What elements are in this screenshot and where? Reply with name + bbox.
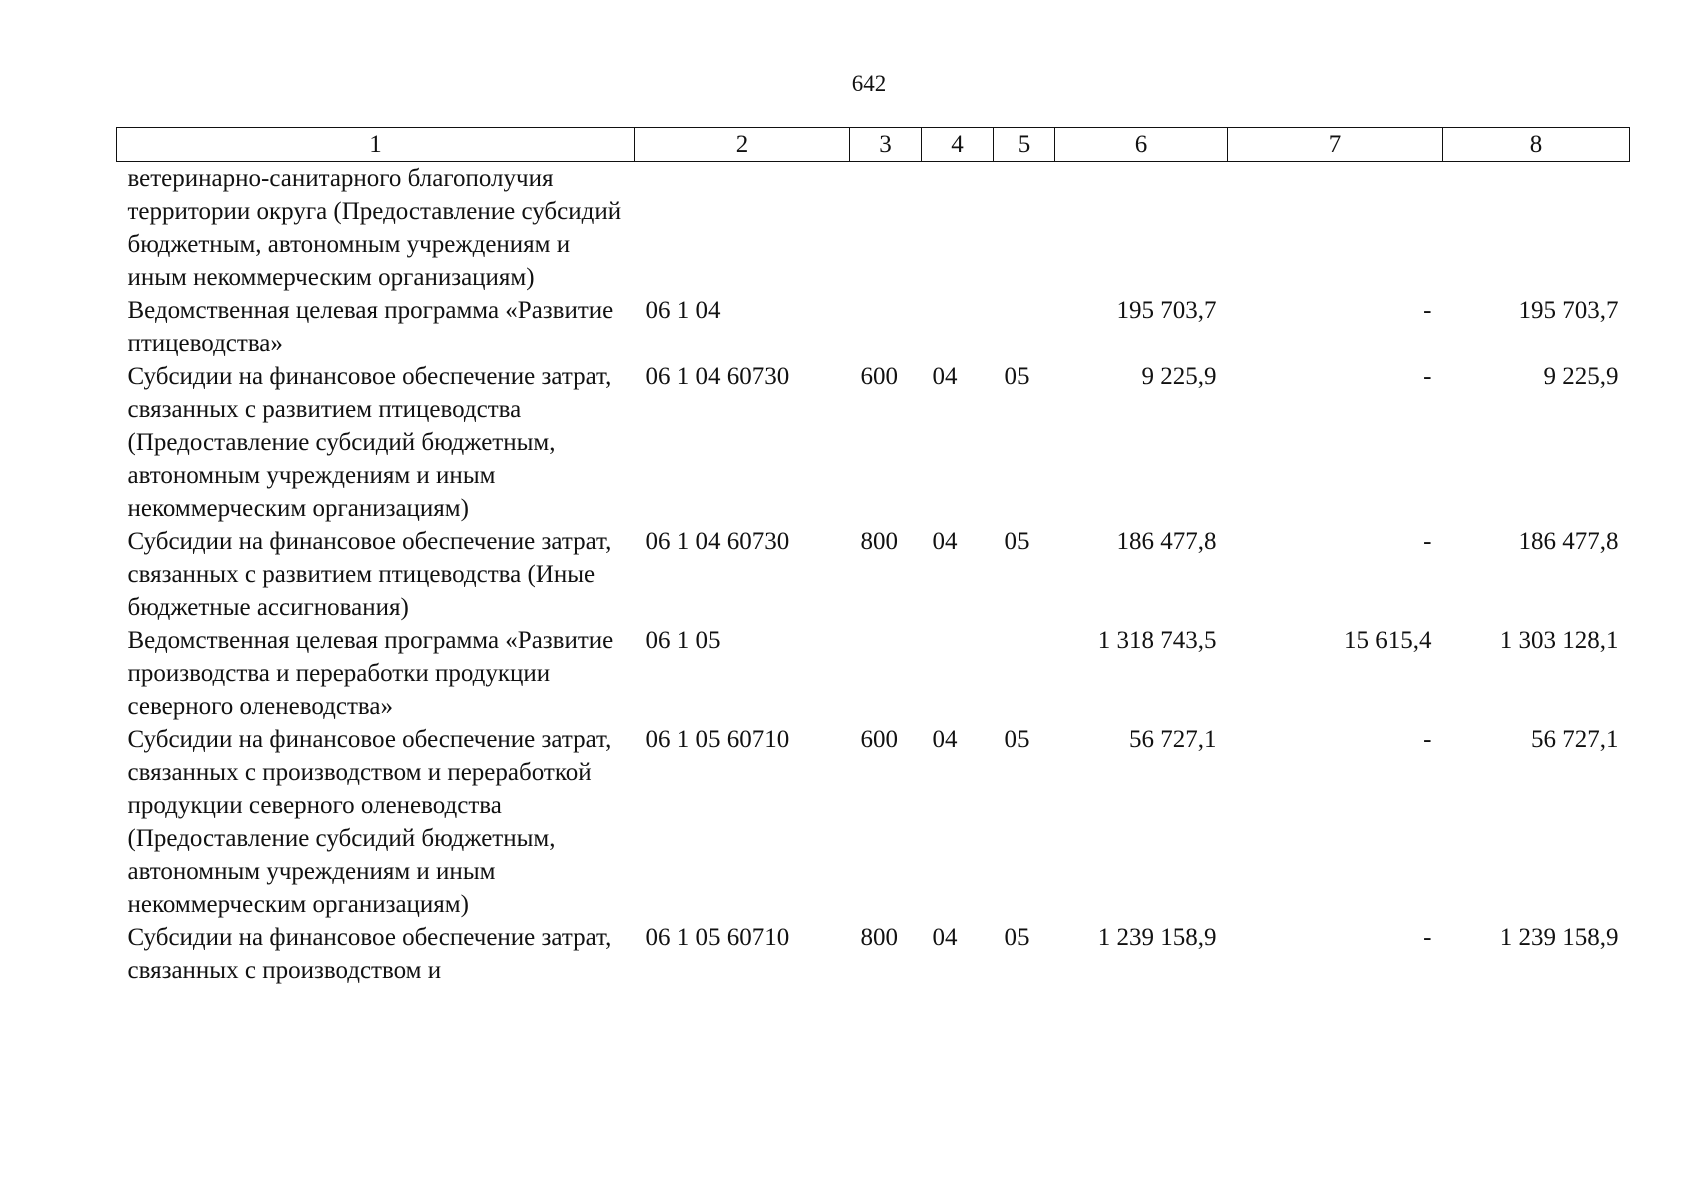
row-amount-col6 [1055, 162, 1228, 295]
header-cell-2: 2 [635, 128, 850, 162]
row-target-code: 06 1 05 60710 [645, 726, 790, 753]
row-amount-col6: 1 318 743,5 [1097, 627, 1217, 654]
header-row [117, 128, 1630, 162]
row-section: 04 [932, 726, 958, 753]
row-amount-col8 [1443, 162, 1630, 295]
header-cell-6: 6 [1055, 128, 1228, 162]
header-cell-5: 5 [994, 128, 1055, 162]
row-expense-type [850, 162, 922, 295]
row-amount-col8: 195 703,7 [1518, 297, 1619, 324]
header-cell-7: 7 [1228, 128, 1443, 162]
row-amount-col7: - [1423, 363, 1432, 390]
row-section: 04 [932, 924, 958, 951]
header-cell-1: 1 [117, 128, 635, 162]
budget-table-container [116, 127, 1630, 987]
row-description: Субсидии на финансовое обеспечение затрат, связанных с развитием птицеводства (Иные бюджетные ассигнования) [127, 528, 612, 621]
row-subsection: 05 [1004, 363, 1030, 390]
table-row [117, 723, 1630, 921]
row-amount-col8: 56 727,1 [1531, 726, 1619, 753]
row-amount-col7: - [1423, 924, 1432, 951]
table-row [117, 162, 1630, 295]
row-amount-col8: 186 477,8 [1518, 528, 1619, 555]
row-target-code: 06 1 04 [645, 297, 721, 324]
row-target-code: 06 1 05 60710 [645, 924, 790, 951]
row-target-code: 06 1 04 60730 [645, 528, 790, 555]
row-amount-col8: 1 239 158,9 [1499, 924, 1619, 951]
row-amount-col6: 1 239 158,9 [1097, 924, 1217, 951]
row-section: 04 [932, 528, 958, 555]
row-target-code: 06 1 04 60730 [645, 363, 790, 390]
row-expense-type: 800 [860, 528, 898, 555]
row-description: Ведомственная целевая программа «Развитие птицеводства» [127, 297, 614, 357]
header-cell-8: 8 [1443, 128, 1630, 162]
header-cell-4: 4 [922, 128, 994, 162]
row-section [922, 162, 994, 295]
row-section: 04 [932, 363, 958, 390]
row-description: Ведомственная целевая программа «Развитие производства и переработки продукции северного оленеводства» [127, 627, 614, 720]
row-amount-col7 [1228, 162, 1443, 295]
row-subsection: 05 [1004, 726, 1030, 753]
row-description: ветеринарно-санитарного благополучия территории округа (Предоставление субсидий бюджетным, автономным учреждениям и иным некоммерческим организациям) [127, 165, 622, 291]
row-amount-col6: 186 477,8 [1116, 528, 1217, 555]
table-body [117, 162, 1630, 988]
row-expense-type [850, 624, 922, 723]
row-expense-type: 600 [860, 363, 898, 390]
table-row [117, 525, 1630, 624]
row-expense-type [850, 294, 922, 360]
row-subsection [994, 162, 1055, 295]
row-amount-col6: 9 225,9 [1141, 363, 1217, 390]
row-amount-col7: - [1423, 726, 1432, 753]
table-row [117, 294, 1630, 360]
row-description: Субсидии на финансовое обеспечение затрат, связанных с развитием птицеводства (Предоставление субсидий бюджетным, автономным учреждениям и иным некоммерческим организациям) [127, 363, 612, 522]
row-subsection: 05 [1004, 924, 1030, 951]
row-amount-col8: 9 225,9 [1543, 363, 1619, 390]
row-expense-type: 600 [860, 726, 898, 753]
row-subsection: 05 [1004, 528, 1030, 555]
header-cell-3: 3 [850, 128, 922, 162]
table-header [117, 128, 1630, 162]
row-subsection [994, 624, 1055, 723]
row-section [922, 294, 994, 360]
row-description: Субсидии на финансовое обеспечение затрат, связанных с производством и [127, 924, 612, 984]
row-expense-type: 800 [860, 924, 898, 951]
row-amount-col6: 56 727,1 [1129, 726, 1217, 753]
row-subsection [994, 294, 1055, 360]
row-amount-col7: 15 615,4 [1344, 627, 1432, 654]
row-amount-col8: 1 303 128,1 [1499, 627, 1619, 654]
page-number: 642 [851, 71, 887, 96]
row-target-code [635, 162, 850, 295]
row-target-code: 06 1 05 [645, 627, 721, 654]
row-section [922, 624, 994, 723]
budget-table [116, 127, 1630, 987]
row-description: Субсидии на финансовое обеспечение затрат, связанных с производством и переработкой продукции северного оленеводства (Предоставление субсидий бюджетным, автономным учреждениям и иным некоммерческим организациям) [127, 726, 612, 918]
table-row [117, 921, 1630, 987]
row-amount-col7: - [1423, 528, 1432, 555]
table-row [117, 624, 1630, 723]
row-amount-col6: 195 703,7 [1116, 297, 1217, 324]
table-row [117, 360, 1630, 525]
row-amount-col7: - [1423, 297, 1432, 324]
